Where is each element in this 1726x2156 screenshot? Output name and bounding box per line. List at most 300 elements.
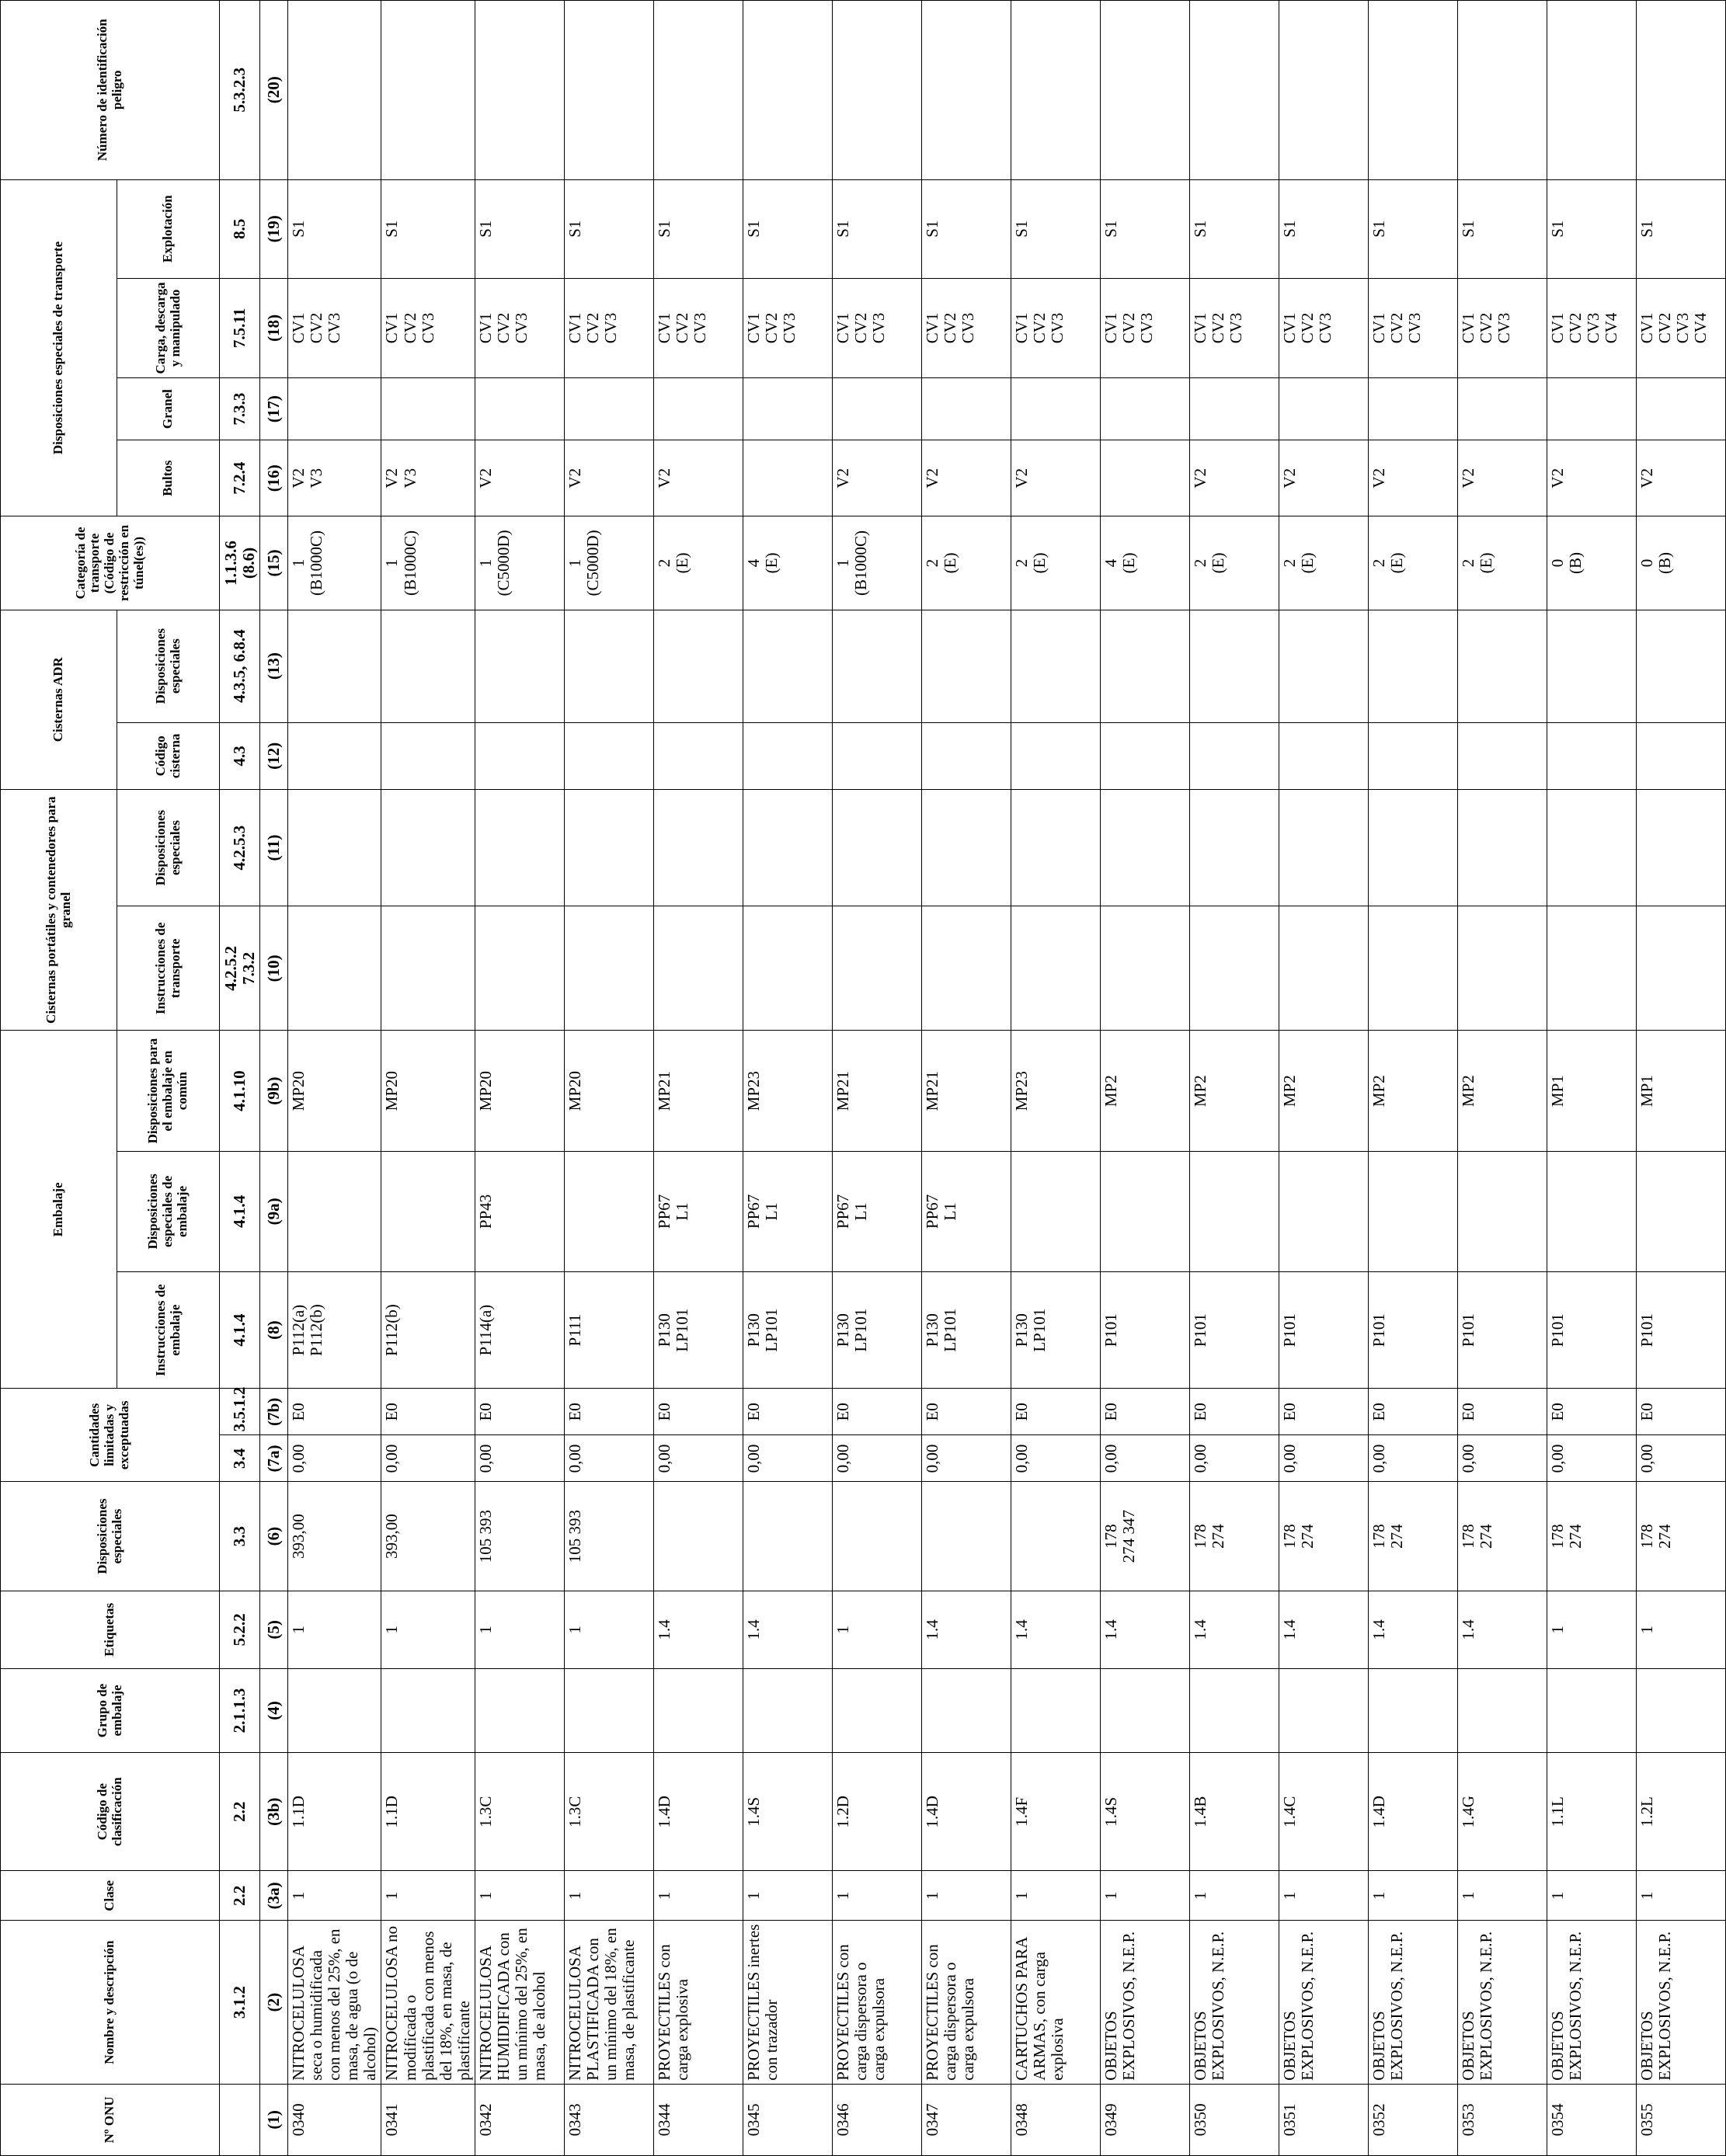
cell-granel [1011,378,1100,440]
cell-codigo-cisterna [1279,722,1368,789]
cell-num-peligro [832,1,921,180]
cell-categoria: 2 (E) [1011,516,1100,610]
cell-instr-transporte [653,906,743,1031]
reference-cell: 4.1.4 [220,1272,260,1389]
cell-name: OBJETOS EXPLOSIVOS, N.E.P. [1457,1921,1547,2084]
cell-categoria: 1 (C5000D) [564,516,653,610]
cell-grupo [1368,1668,1457,1752]
cell-un-no: 0346 [832,2084,921,2155]
cell-granel [653,378,743,440]
cell-explotacion: S1 [1189,179,1279,278]
cell-explotacion: S1 [1636,179,1725,278]
cell-bultos [743,440,832,516]
header-un-no: Nº ONU [1,2084,220,2155]
cell-etiquetas: 1 [832,1591,921,1668]
cell-instr-embalaje: P112(b) [381,1272,475,1389]
header-instr-embalaje: Instrucciones de embalaje [117,1272,220,1389]
column-number-cell: (17) [260,378,288,440]
cell-categoria: 0 (B) [1636,516,1725,610]
cell-carga: CV1 CV2 CV3 [743,278,832,377]
cell-codigo-cisterna [475,722,564,789]
cell-bultos: V2 [1636,440,1725,516]
cell-disp-esp-adr [288,610,381,722]
cell-disp-esp-embalaje [1368,1151,1457,1271]
cell-explotacion: S1 [653,179,743,278]
cell-disposiciones [921,1482,1011,1591]
cell-disp-esp-cisternas [653,789,743,906]
cell-granel [832,378,921,440]
reference-cell: 3.4 [220,1435,260,1482]
header-etiquetas: Etiquetas [1,1591,220,1668]
cell-name: OBJETOS EXPLOSIVOS, N.E.P. [1636,1921,1725,2084]
cell-disp-esp-cisternas [832,789,921,906]
header-row-references [220,1,260,2156]
cell-name: NITROCELULOSA HUMIDIFICADA con un mínimo del 25%, en masa, de alcohol [475,1921,564,2084]
header-name: Nombre y descripción [1,1921,220,2084]
cell-bultos: V2 [1189,440,1279,516]
header-clase: Clase [1,1871,220,1921]
cell-un-no: 0354 [1547,2084,1636,2155]
cell-disp-comun: MP2 [1368,1031,1457,1151]
cell-granel [564,378,653,440]
cell-categoria: 2 (E) [1457,516,1547,610]
cell-disp-esp-cisternas [1457,789,1547,906]
cell-bultos: V2 [832,440,921,516]
cell-instr-transporte [288,906,381,1031]
cell-codigo-cisterna [564,722,653,789]
header-cisternas-portatiles: Cisternas portátiles y contenedores para granel [1,789,117,1031]
table-row [288,1,381,2156]
cell-disp-esp-embalaje: PP43 [475,1151,564,1271]
reference-cell: 1.1.3.6 (8.6) [220,516,260,610]
cell-clase: 1 [1189,1871,1279,1921]
cell-grupo [1279,1668,1368,1752]
cell-un-no: 0340 [288,2084,381,2155]
reference-cell: 5.2.2 [220,1591,260,1668]
cell-explotacion: S1 [743,179,832,278]
cell-categoria: 1 (B1000C) [288,516,381,610]
table-row [381,1,475,2156]
cell-instr-embalaje: P112(a) P112(b) [288,1272,381,1389]
cell-codigo: 1.1D [381,1753,475,1871]
cell-carga: CV1 CV2 CV3 [921,278,1011,377]
cell-disp-esp-adr [1100,610,1189,722]
cell-granel [288,378,381,440]
cell-explotacion: S1 [1100,179,1189,278]
column-number-cell: (4) [260,1668,288,1752]
cell-codigo: 1.1L [1547,1753,1636,1871]
cell-carga: CV1 CV2 CV3 [475,278,564,377]
cell-etiquetas: 1 [1547,1591,1636,1668]
cell-un-no: 0348 [1011,2084,1100,2155]
cell-disp-esp-adr [1547,610,1636,722]
cell-un-no: 0349 [1100,2084,1189,2155]
cell-name: OBJETOS EXPLOSIVOS, N.E.P. [1189,1921,1279,2084]
cell-disp-esp-adr [832,610,921,722]
reference-cell: 2.2 [220,1753,260,1871]
header-num-peligro: Número de identificación peligro [1,1,220,180]
cell-name: OBJETOS EXPLOSIVOS, N.E.P. [1100,1921,1189,2084]
cell-disp-esp-embalaje [1189,1151,1279,1271]
cell-disp-esp-adr [1368,610,1457,722]
cell-disp-esp-cisternas [1011,789,1100,906]
cell-etiquetas: 1 [1636,1591,1725,1668]
cell-explotacion: S1 [832,179,921,278]
reference-cell: 2.1.1.3 [220,1668,260,1752]
reference-cell: 8.5 [220,179,260,278]
cell-cantidad-7b: E0 [1636,1389,1725,1435]
header-row-groups [1,1,117,2156]
cell-disp-comun: MP20 [288,1031,381,1151]
cell-instr-transporte [921,906,1011,1031]
table-row [743,1,832,2156]
header-cisternas-adr: Cisternas ADR [1,610,117,789]
cell-codigo-cisterna [381,722,475,789]
cell-un-no: 0350 [1189,2084,1279,2155]
cell-cantidad-7b: E0 [381,1389,475,1435]
cell-cantidad-7b: E0 [1100,1389,1189,1435]
cell-codigo-cisterna [832,722,921,789]
column-number-cell: (16) [260,440,288,516]
cell-disp-esp-adr [564,610,653,722]
reference-cell: 3.1.2 [220,1921,260,2084]
cell-carga: CV1 CV2 CV3 [288,278,381,377]
cell-disp-esp-adr [653,610,743,722]
cell-instr-embalaje: P101 [1636,1272,1725,1389]
cell-name: OBJETOS EXPLOSIVOS, N.E.P. [1368,1921,1457,2084]
cell-disp-comun: MP23 [1011,1031,1100,1151]
cell-etiquetas: 1 [564,1591,653,1668]
header-disp-esp-embalaje: Disposiciones especiales de embalaje [117,1151,220,1271]
cell-granel [1547,378,1636,440]
cell-disp-esp-adr [381,610,475,722]
cell-disp-esp-embalaje [381,1151,475,1271]
table-row [475,1,564,2156]
cell-codigo: 1.3C [475,1753,564,1871]
cell-cantidad-7a: 0,00 [564,1435,653,1482]
cell-carga: CV1 CV2 CV3 [1368,278,1457,377]
cell-cantidad-7b: E0 [564,1389,653,1435]
cell-cantidad-7b: E0 [288,1389,381,1435]
cell-clase: 1 [1547,1871,1636,1921]
cell-disp-esp-embalaje [1011,1151,1100,1271]
cell-num-peligro [921,1,1011,180]
cell-disposiciones: 393,00 [288,1482,381,1591]
cell-cantidad-7a: 0,00 [921,1435,1011,1482]
table-row [1100,1,1189,2156]
cell-explotacion: S1 [921,179,1011,278]
header-codigo: Código de clasificación [1,1753,220,1871]
cell-granel [1457,378,1547,440]
cell-disposiciones: 105 393 [564,1482,653,1591]
cell-disp-esp-cisternas [1100,789,1189,906]
cell-etiquetas: 1.4 [743,1591,832,1668]
cell-disp-esp-adr [1189,610,1279,722]
cell-codigo-cisterna [653,722,743,789]
cell-un-no: 0344 [653,2084,743,2155]
table-row [1189,1,1279,2156]
cell-num-peligro [1636,1,1725,180]
cell-instr-embalaje: P130 LP101 [1011,1272,1100,1389]
cell-num-peligro [653,1,743,180]
cell-disposiciones: 105 393 [475,1482,564,1591]
cell-carga: CV1 CV2 CV3 [564,278,653,377]
cell-cantidad-7b: E0 [832,1389,921,1435]
column-number-cell: (20) [260,1,288,180]
cell-granel [381,378,475,440]
cell-categoria: 2 (E) [921,516,1011,610]
cell-granel [1636,378,1725,440]
cell-instr-embalaje: P101 [1189,1272,1279,1389]
cell-bultos: V2 [921,440,1011,516]
cell-categoria: 2 (E) [653,516,743,610]
cell-cantidad-7b: E0 [475,1389,564,1435]
cell-cantidad-7a: 0,00 [1011,1435,1100,1482]
cell-disp-esp-cisternas [921,789,1011,906]
cell-un-no: 0341 [381,2084,475,2155]
cell-disp-esp-adr [475,610,564,722]
cell-instr-embalaje: P101 [1368,1272,1457,1389]
header-granel: Granel [117,378,220,440]
cell-disp-esp-cisternas [743,789,832,906]
reference-cell: 7.5.11 [220,278,260,377]
cell-categoria: 2 (E) [1279,516,1368,610]
cell-instr-embalaje: P130 LP101 [832,1272,921,1389]
cell-categoria: 1 (C5000D) [475,516,564,610]
table-body [288,1,1726,2156]
cell-clase: 1 [1011,1871,1100,1921]
cell-cantidad-7a: 0,00 [288,1435,381,1482]
cell-codigo-cisterna [1547,722,1636,789]
cell-bultos: V2 [1547,440,1636,516]
cell-un-no: 0347 [921,2084,1011,2155]
cell-disp-esp-adr [921,610,1011,722]
cell-etiquetas: 1.4 [1457,1591,1547,1668]
cell-num-peligro [1457,1,1547,180]
reference-cell: 4.1.10 [220,1031,260,1151]
cell-grupo [1636,1668,1725,1752]
cell-clase: 1 [1100,1871,1189,1921]
cell-granel [1100,378,1189,440]
cell-num-peligro [1368,1,1457,180]
cell-cantidad-7a: 0,00 [1368,1435,1457,1482]
cell-carga: CV1 CV2 CV3 [1457,278,1547,377]
cell-disposiciones: 178 274 [1189,1482,1279,1591]
cell-grupo [1189,1668,1279,1752]
cell-carga: CV1 CV2 CV3 [1100,278,1189,377]
cell-explotacion: S1 [1457,179,1547,278]
cell-categoria: 1 (B1000C) [381,516,475,610]
cell-carga: CV1 CV2 CV3 [1189,278,1279,377]
cell-codigo: 1.4D [653,1753,743,1871]
column-number-cell: (5) [260,1591,288,1668]
column-number-cell: (18) [260,278,288,377]
header-disp-transporte: Disposiciones especiales de transporte [1,179,117,516]
cell-instr-transporte [1457,906,1547,1031]
cell-cantidad-7b: E0 [743,1389,832,1435]
cell-disposiciones [832,1482,921,1591]
cell-explotacion: S1 [475,179,564,278]
cell-clase: 1 [564,1871,653,1921]
header-carga: Carga, descarga y manipulado [117,278,220,377]
cell-granel [1189,378,1279,440]
cell-cantidad-7a: 0,00 [475,1435,564,1482]
cell-disp-esp-embalaje [1547,1151,1636,1271]
cell-categoria: 4 (E) [1100,516,1189,610]
cell-un-no: 0345 [743,2084,832,2155]
cell-categoria: 4 (E) [743,516,832,610]
reference-cell: 7.2.4 [220,440,260,516]
cell-disposiciones [653,1482,743,1591]
header-disposiciones: Disposiciones especiales [1,1482,220,1591]
cell-clase: 1 [832,1871,921,1921]
column-number-cell: (1) [260,2084,288,2155]
cell-cantidad-7a: 0,00 [1547,1435,1636,1482]
cell-instr-transporte [1636,906,1725,1031]
table-row [564,1,653,2156]
cell-name: PROYECTILES con carga explosiva [653,1921,743,2084]
cell-disp-comun: MP21 [653,1031,743,1151]
cell-carga: CV1 CV2 CV3 [1279,278,1368,377]
reference-cell: 7.3.3 [220,378,260,440]
cell-disp-esp-embalaje [564,1151,653,1271]
cell-etiquetas: 1.4 [921,1591,1011,1668]
reference-cell [220,2084,260,2155]
header-disp-comun: Disposiciones para el embalaje en común [117,1031,220,1151]
reference-cell: 4.3.5, 6.8.4 [220,610,260,722]
cell-disp-esp-adr [1636,610,1725,722]
cell-bultos [1100,440,1189,516]
cell-carga: CV1 CV2 CV3 [381,278,475,377]
reference-cell: 4.3 [220,722,260,789]
cell-instr-transporte [381,906,475,1031]
table-row [832,1,921,2156]
column-number-cell: (6) [260,1482,288,1591]
cell-granel [475,378,564,440]
cell-grupo [1011,1668,1100,1752]
cell-num-peligro [381,1,475,180]
cell-grupo [381,1668,475,1752]
cell-instr-transporte [475,906,564,1031]
cell-carga: CV1 CV2 CV3 CV4 [1547,278,1636,377]
cell-etiquetas: 1.4 [1279,1591,1368,1668]
header-bultos: Bultos [117,440,220,516]
cell-bultos: V2 [1279,440,1368,516]
cell-clase: 1 [288,1871,381,1921]
column-number-cell: (7b) [260,1389,288,1435]
cell-disp-comun: MP23 [743,1031,832,1151]
header-embalaje: Embalaje [1,1031,117,1389]
table-row [1279,1,1368,2156]
column-number-cell: (9b) [260,1031,288,1151]
table-row [1547,1,1636,2156]
reference-cell: 5.3.2.3 [220,1,260,180]
cell-etiquetas: 1 [475,1591,564,1668]
cell-codigo-cisterna [1100,722,1189,789]
reference-cell: 4.1.4 [220,1151,260,1271]
cell-cantidad-7a: 0,00 [653,1435,743,1482]
cell-instr-transporte [564,906,653,1031]
cell-bultos: V2 [1457,440,1547,516]
cell-disp-esp-cisternas [1368,789,1457,906]
cell-disp-esp-cisternas [564,789,653,906]
cell-explotacion: S1 [1279,179,1368,278]
cell-codigo: 1.4G [1457,1753,1547,1871]
cell-grupo [475,1668,564,1752]
cell-clase: 1 [475,1871,564,1921]
column-number-cell: (9a) [260,1151,288,1271]
cell-grupo [1100,1668,1189,1752]
cell-disp-esp-embalaje: PP67 L1 [921,1151,1011,1271]
cell-name: NITROCELULOSA seca o humidificada con menos del 25%, en masa, de agua (o de alcohol) [288,1921,381,2084]
cell-codigo-cisterna [1368,722,1457,789]
cell-num-peligro [564,1,653,180]
cell-instr-transporte [832,906,921,1031]
header-cantidades: Cantidades limitadas y exceptuadas [1,1389,220,1482]
cell-bultos: V2 [1368,440,1457,516]
cell-explotacion: S1 [1547,179,1636,278]
header-grupo: Grupo de embalaje [1,1668,220,1752]
cell-num-peligro [1011,1,1100,180]
cell-instr-embalaje: P114(a) [475,1272,564,1389]
cell-clase: 1 [1279,1871,1368,1921]
cell-disp-comun: MP1 [1636,1031,1725,1151]
cell-disp-esp-cisternas [1279,789,1368,906]
column-number-cell: (7a) [260,1435,288,1482]
header-categoria: Categoría de transporte (Código de restricción en túnel(es)) [1,516,220,610]
cell-instr-embalaje: P130 LP101 [653,1272,743,1389]
cell-disp-esp-embalaje: PP67 L1 [832,1151,921,1271]
cell-disposiciones: 178 274 [1279,1482,1368,1591]
cell-carga: CV1 CV2 CV3 [1011,278,1100,377]
cell-instr-transporte [1189,906,1279,1031]
cell-explotacion: S1 [1011,179,1100,278]
cell-granel [1279,378,1368,440]
cell-disp-esp-cisternas [1189,789,1279,906]
table-row [653,1,743,2156]
cell-cantidad-7b: E0 [1368,1389,1457,1435]
cell-disp-comun: MP21 [921,1031,1011,1151]
cell-etiquetas: 1 [288,1591,381,1668]
cell-cantidad-7b: E0 [1457,1389,1547,1435]
cell-grupo [564,1668,653,1752]
cell-carga: CV1 CV2 CV3 [832,278,921,377]
reference-cell: 2.2 [220,1871,260,1921]
cell-name: NITROCELULOSA no modificada o plastificada con menos del 18%, en masa, de plastificante [381,1921,475,2084]
column-number-cell: (11) [260,789,288,906]
cell-grupo [832,1668,921,1752]
reference-cell: 3.3 [220,1482,260,1591]
cell-bultos: V2 [653,440,743,516]
cell-codigo: 1.4S [1100,1753,1189,1871]
cell-num-peligro [1279,1,1368,180]
cell-clase: 1 [1457,1871,1547,1921]
cell-un-no: 0342 [475,2084,564,2155]
cell-disp-esp-cisternas [1547,789,1636,906]
cell-disp-esp-embalaje [288,1151,381,1271]
column-number-cell: (19) [260,179,288,278]
cell-codigo: 1.4F [1011,1753,1100,1871]
header-disp-esp-adr: Disposiciones especiales [117,610,220,722]
cell-name: OBJETOS EXPLOSIVOS, N.E.P. [1279,1921,1368,2084]
cell-explotacion: S1 [381,179,475,278]
cell-disp-esp-embalaje [1100,1151,1189,1271]
cell-bultos: V2 [475,440,564,516]
header-explotacion: Explotación [117,179,220,278]
column-number-cell: (8) [260,1272,288,1389]
cell-disp-esp-cisternas [288,789,381,906]
cell-disp-esp-embalaje: PP67 L1 [743,1151,832,1271]
